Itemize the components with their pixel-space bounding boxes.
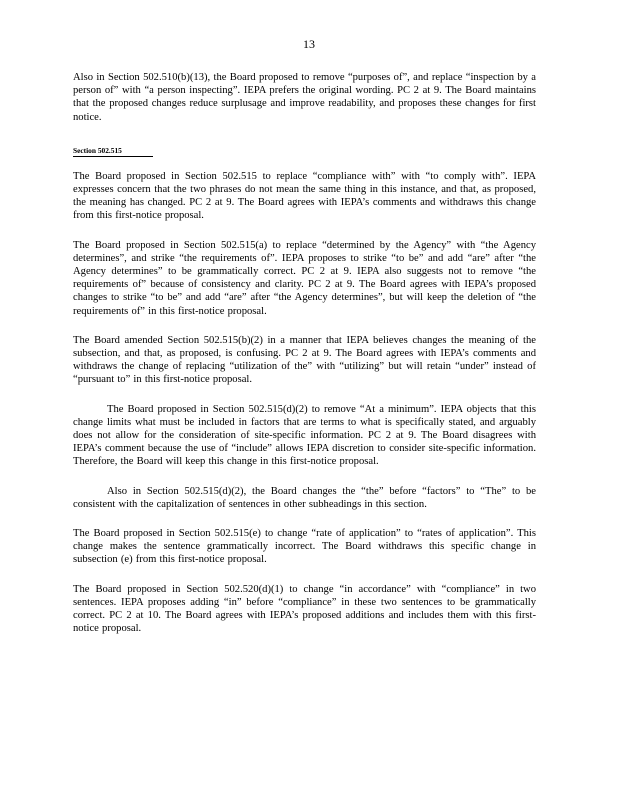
section-heading-502-515: Section 502.515 <box>73 146 153 157</box>
page-number: 13 <box>303 37 315 51</box>
paragraph-in-accordance: The Board proposed in Section 502.520(d)(1) to change “in accordance” with “compliance” in two sentences. IEPA proposes adding “in” before “compliance” in these two sentences to be grammatically correct. PC 2 at 10. The Board agrees with IEPA’s proposed additions and includes them with this first-notice proposal. <box>73 583 536 635</box>
paragraph-determined-by-agency: The Board proposed in Section 502.515(a) to replace “determined by the Agency” with “the Agency determines”, and strike “the requirements of”. IEPA proposes to strike “to be” and add “are” after “the Agency determines” to be grammatically correct. PC 2 at 9. IEPA also suggests not to remove “the requirements of” because of consistency and clarity. PC 2 at 9. The Board agrees with IEPA’s proposed changes to strike “to be” and add “are” after “the Agency determines”, but will keep the deletion of “the requirements of” in this first-notice proposal. <box>73 239 536 317</box>
paragraph-rate-of-application: The Board proposed in Section 502.515(e) to change “rate of application” to “rates of application”. This change makes the sentence grammatically incorrect. The Board withdraws this specific change in subsection (e) from this first-notice proposal. <box>73 528 536 566</box>
paragraph-utilization: The Board amended Section 502.515(b)(2) in a manner that IEPA believes changes the meaning of the subsection, and that, as proposed, is confusing. PC 2 at 9. The Board agrees with IEPA’s comments and withdraws the change of replacing “utilization of the” with “utilizing” but will retain “under” instead of “pursuant to” in this first-notice proposal. <box>73 334 536 386</box>
document-body <box>73 71 536 652</box>
paragraph-capitalization: Also in Section 502.515(d)(2), the Board changes the “the” before “factors” to “The” to be consistent with the capitalization of sentences in other subheadings in this section. <box>73 485 536 510</box>
paragraph-compliance-with: The Board proposed in Section 502.515 to replace “compliance with” with “to comply with”. IEPA expresses concern that the two phrases do not mean the same thing in this instance, and that, as proposed, the meaning has changed. PC 2 at 9. The Board agrees with IEPA’s comments and withdraws this change from this first-notice proposal. <box>73 170 536 222</box>
paragraph-section-502-510: Also in Section 502.510(b)(13), the Board proposed to remove “purposes of”, and replace “inspection by a person of” with “a person inspecting”. IEPA prefers the original wording. PC 2 at 9. The Board maintains that the proposed changes reduce surplusage and improve readability, and proposes these changes for first notice. <box>73 72 536 123</box>
paragraph-at-a-minimum: The Board proposed in Section 502.515(d)(2) to remove “At a minimum”. IEPA objects that this change limits what must be included in factors that are terms to what is specifically stated, and arguably does not allow for the consideration of site-specific information. PC 2 at 9. The Board disagrees with IEPA’s comment because the use of “include” allows IEPA discretion to consider site-specific information. Therefore, the Board will keep this change in this first-notice proposal. <box>73 403 536 468</box>
